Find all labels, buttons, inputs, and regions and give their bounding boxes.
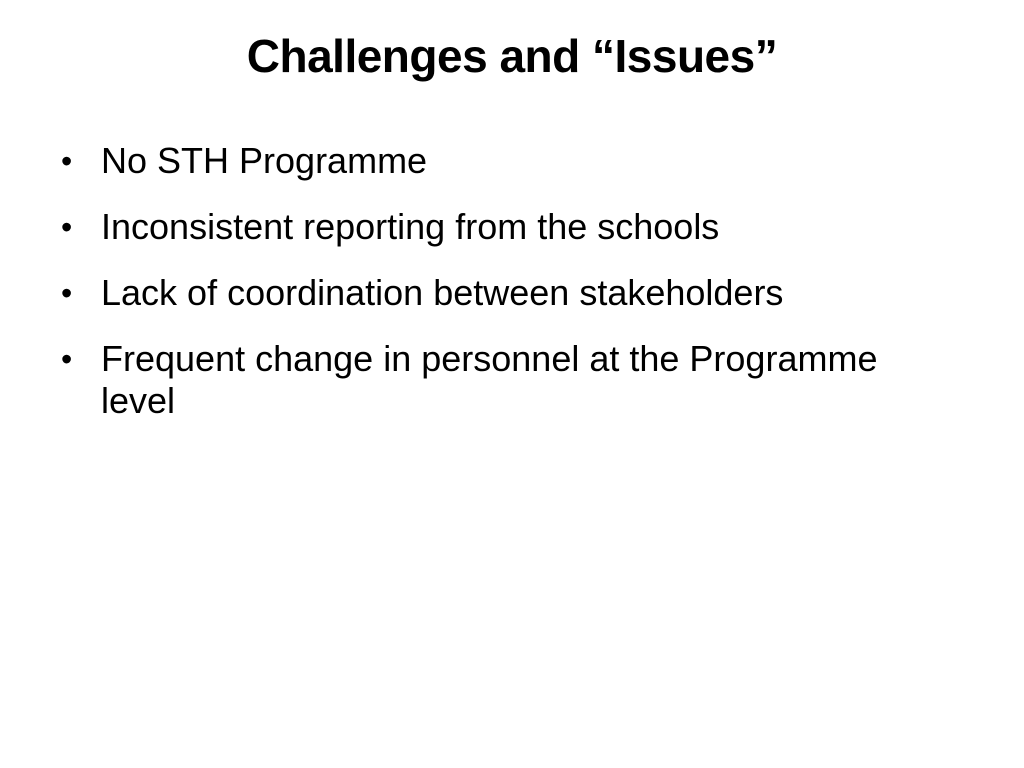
bullet-text: Inconsistent reporting from the schools	[101, 206, 720, 247]
list-item	[56, 140, 956, 182]
slide-title: Challenges and “Issues”	[246, 30, 778, 82]
bullet-icon: •	[61, 275, 73, 311]
list-item	[56, 338, 956, 422]
list-item	[56, 272, 956, 314]
bullet-icon: •	[61, 209, 73, 245]
bullet-icon: •	[61, 341, 73, 377]
list-item	[56, 206, 956, 248]
bullet-icon: •	[61, 143, 73, 179]
bullet-text: Frequent change in personnel at the Programme level	[101, 338, 878, 421]
bullet-text: Lack of coordination between stakeholders	[101, 272, 784, 313]
bullet-list	[56, 140, 956, 446]
bullet-text: No STH Programme	[101, 140, 428, 181]
